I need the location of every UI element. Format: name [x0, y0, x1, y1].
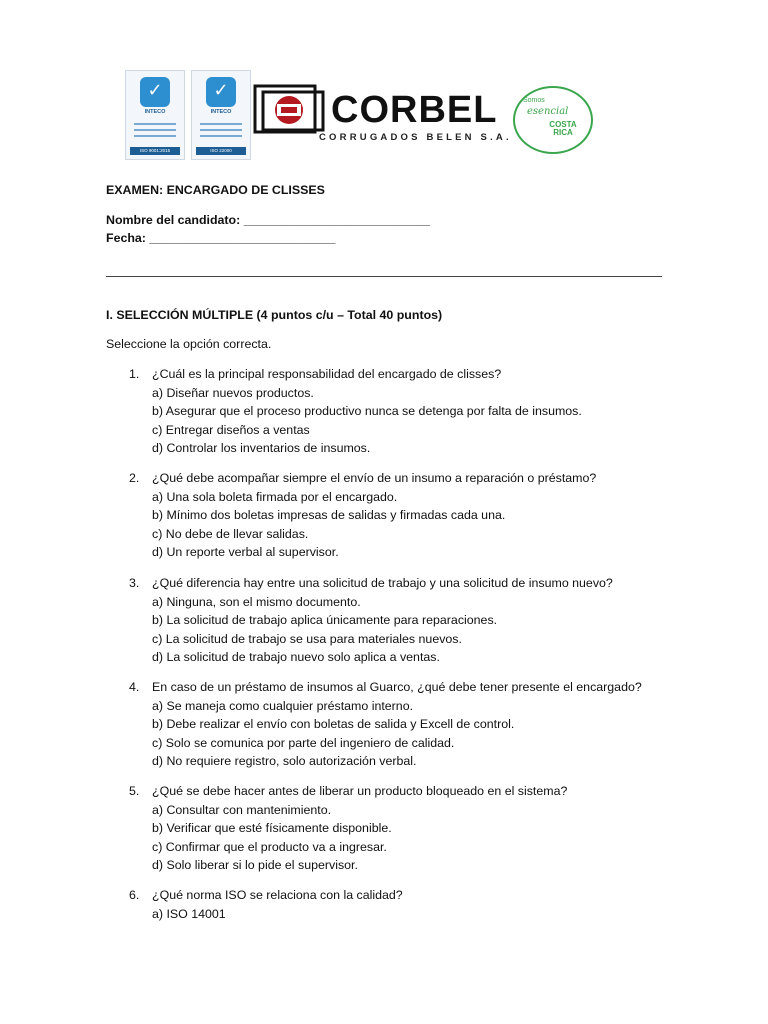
answer-option: b) Asegurar que el proceso productivo nunca se detenga por falta de insumos.	[152, 404, 582, 419]
company-name: CORBEL	[331, 89, 498, 131]
question-number: 5.	[129, 784, 140, 798]
corbel-logo-mark-icon	[253, 84, 325, 136]
answer-option: c) Entregar diseños a ventas	[152, 422, 310, 437]
question-number: 1.	[129, 367, 140, 381]
divider	[106, 276, 662, 277]
answer-option: a) ISO 14001	[152, 906, 226, 921]
exam-title: EXAMEN: ENCARGADO DE CLISSES	[106, 183, 325, 197]
esencial-costa-rica-logo	[513, 86, 593, 154]
answer-option: a) Una sola boleta firmada por el encargado.	[152, 489, 398, 504]
date-line: Fecha: ___________________________	[106, 231, 336, 245]
answer-option: c) La solicitud de trabajo se usa para materiales nuevos.	[152, 631, 462, 646]
question-text: ¿Cuál es la principal responsabilidad del encargado de clisses?	[152, 367, 502, 381]
cert-iso: ISO 22000	[196, 147, 246, 155]
inteco-cert-badge-1	[125, 70, 185, 160]
answer-option: d) Un reporte verbal al supervisor.	[152, 545, 339, 560]
question-text: ¿Qué diferencia hay entre una solicitud de trabajo y una solicitud de insumo nuevo?	[152, 576, 613, 590]
check-shield-icon	[206, 77, 236, 107]
section-instructions: Seleccione la opción correcta.	[106, 337, 272, 351]
cert-brand: INTECO	[210, 109, 232, 115]
question-number: 6.	[129, 888, 140, 902]
question-text: ¿Qué debe acompañar siempre el envío de un insumo a reparación o préstamo?	[152, 471, 597, 485]
question-text: En caso de un préstamo de insumos al Guarco, ¿qué debe tener presente el encargado?	[152, 680, 642, 694]
header-logos	[125, 70, 595, 160]
cert-brand: INTECO	[144, 109, 166, 115]
question-text: ¿Qué se debe hacer antes de liberar un producto bloqueado en el sistema?	[152, 784, 568, 798]
answer-option: a) Ninguna, son el mismo documento.	[152, 594, 361, 609]
answer-option: d) Solo liberar si lo pide el supervisor.	[152, 858, 358, 873]
candidate-name-line: Nombre del candidato: ___________________________	[106, 213, 430, 227]
answer-option: d) Controlar los inventarios de insumos.	[152, 441, 371, 456]
badge-line-1: Somos	[523, 97, 545, 104]
badge-line-3: COSTA RICA	[549, 120, 577, 137]
answer-option: a) Consultar con mantenimiento.	[152, 802, 332, 817]
answer-option: d) No requiere registro, solo autorización verbal.	[152, 754, 417, 769]
check-shield-icon	[140, 77, 170, 107]
answer-option: c) No debe de llevar salidas.	[152, 526, 309, 541]
answer-option: b) La solicitud de trabajo aplica únicamente para reparaciones.	[152, 613, 498, 628]
answer-option: a) Diseñar nuevos productos.	[152, 385, 314, 400]
question-text: ¿Qué norma ISO se relaciona con la calidad?	[152, 888, 403, 902]
answer-option: b) Mínimo dos boletas impresas de salidas y firmadas cada una.	[152, 508, 506, 523]
answer-option: b) Debe realizar el envío con boletas de salida y Excell de control.	[152, 717, 515, 732]
question-number: 2.	[129, 471, 140, 485]
company-subtitle: CORRUGADOS BELEN S.A.	[319, 132, 512, 143]
answer-option: c) Solo se comunica por parte del ingeniero de calidad.	[152, 735, 455, 750]
badge-line-2: esencial	[527, 106, 569, 117]
inteco-cert-badge-2	[191, 70, 251, 160]
cert-iso: ISO 9001:2015	[130, 147, 180, 155]
question-number: 3.	[129, 576, 140, 590]
answer-option: c) Confirmar que el producto va a ingresar.	[152, 839, 387, 854]
section-heading: I. SELECCIÓN MÚLTIPLE (4 puntos c/u – Total 40 puntos)	[106, 308, 443, 322]
answer-option: b) Verificar que esté físicamente disponible.	[152, 821, 392, 836]
answer-option: a) Se maneja como cualquier préstamo interno.	[152, 698, 414, 713]
question-number: 4.	[129, 680, 140, 694]
answer-option: d) La solicitud de trabajo nuevo solo aplica a ventas.	[152, 650, 440, 665]
